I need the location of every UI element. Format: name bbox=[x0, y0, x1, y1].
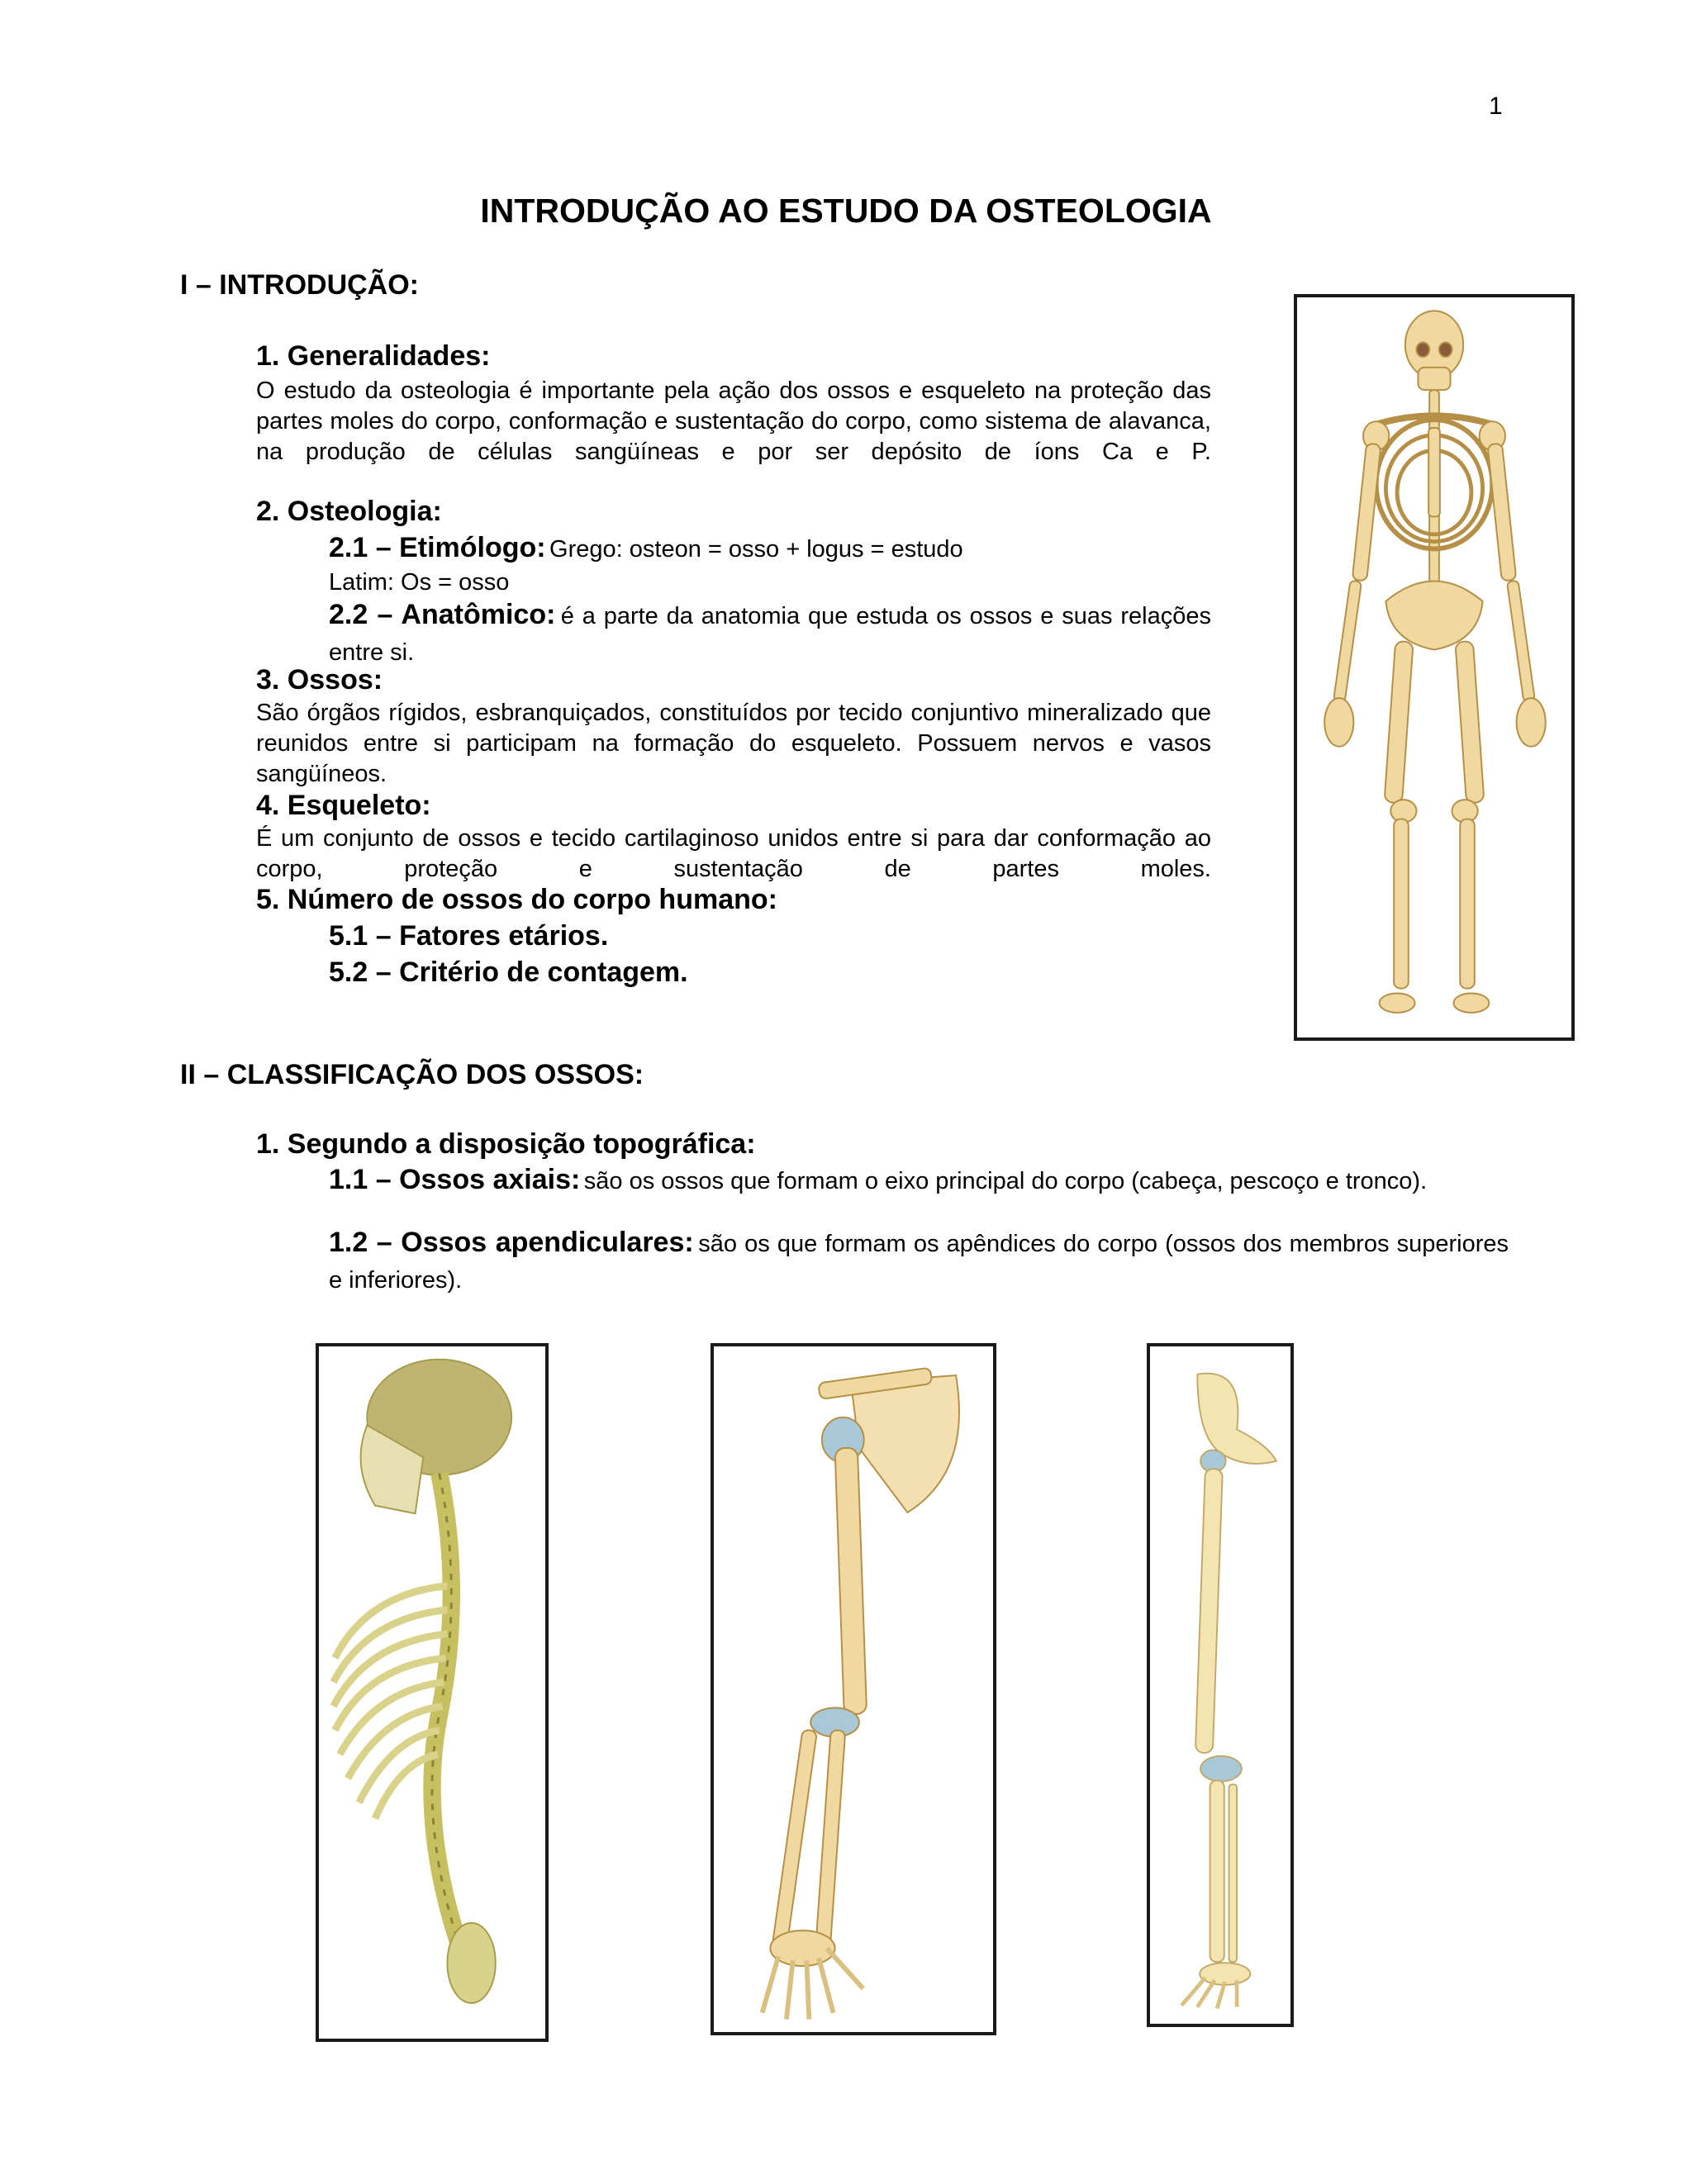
paragraph-esqueleto: É um conjunto de ossos e tecido cartilaginoso unidos entre si para dar conformação ao corpo, proteção e sustentação de partes moles. bbox=[256, 825, 1211, 882]
axiais-label: 1.1 – Ossos axiais: bbox=[329, 1164, 581, 1195]
apendiculares-text: são os que formam os apêndices do corpo (ossos dos membros superiores e inferiores). bbox=[329, 1231, 1509, 1294]
heading-osteologia: 2. Osteologia: bbox=[256, 496, 442, 527]
item-criterio-contagem: 5.2 – Critério de contagem. bbox=[329, 957, 688, 988]
item-ossos-axiais bbox=[329, 1163, 1509, 1202]
heading-generalidades: 1. Generalidades: bbox=[256, 340, 491, 372]
anatomico-label: 2.2 – Anatômico: bbox=[329, 599, 556, 630]
item-fatores-etarios: 5.1 – Fatores etários. bbox=[329, 920, 609, 952]
etimologo-text: Grego: osteon = osso + logus = estudo bbox=[549, 536, 963, 563]
item-anatomico bbox=[329, 598, 1211, 673]
page-number: 1 bbox=[1489, 93, 1503, 120]
section-heading-classificacao: II – CLASSIFICAÇÃO DOS OSSOS: bbox=[180, 1059, 644, 1090]
upper-limb-figure bbox=[711, 1343, 996, 2035]
axial-skeleton-figure bbox=[316, 1343, 549, 2042]
axial-skeleton-illustration bbox=[319, 1346, 545, 2039]
full-skeleton-figure bbox=[1294, 294, 1575, 1041]
latim-text: Latim: Os = osso bbox=[329, 569, 510, 596]
section-heading-introducao: I – INTRODUÇÃO: bbox=[180, 269, 419, 301]
heading-ossos: 3. Ossos: bbox=[256, 664, 383, 696]
lower-limb-illustration bbox=[1150, 1346, 1290, 2024]
heading-esqueleto: 4. Esqueleto: bbox=[256, 790, 431, 821]
etimologo-label: 2.1 – Etimólogo: bbox=[329, 532, 546, 563]
anatomico-text: é a parte da anatomia que estuda os ossos e suas relações entre si. bbox=[329, 603, 1211, 666]
apendiculares-label: 1.2 – Ossos apendiculares: bbox=[329, 1227, 694, 1258]
upper-limb-illustration bbox=[714, 1346, 993, 2032]
paragraph-generalidades: O estudo da osteologia é importante pela ação dos ossos e esqueleto na proteção das partes moles do corpo, conformação e sustentação do corpo, como sistema de alavanca, na produção de células sangüíneas e por ser depósito de íons Ca e P. bbox=[256, 377, 1211, 465]
document-title: INTRODUÇÃO AO ESTUDO DA OSTEOLOGIA bbox=[480, 192, 1212, 230]
heading-disposicao-topografica: 1. Segundo a disposição topográfica: bbox=[256, 1128, 756, 1160]
item-ossos-apendiculares bbox=[329, 1226, 1509, 1301]
lower-limb-figure bbox=[1147, 1343, 1294, 2027]
full-skeleton-illustration bbox=[1297, 297, 1571, 1037]
heading-numero-ossos: 5. Número de ossos do corpo humano: bbox=[256, 884, 777, 915]
axiais-text: são os ossos que formam o eixo principal do corpo (cabeça, pescoço e tronco). bbox=[583, 1168, 1428, 1194]
item-etimologo bbox=[329, 532, 963, 565]
paragraph-ossos: São órgãos rígidos, esbranquiçados, constituídos por tecido conjuntivo mineralizado que reunidos entre si participam na formação do esqueleto. Possuem nervos e vasos sangüíneos. bbox=[256, 700, 1211, 787]
